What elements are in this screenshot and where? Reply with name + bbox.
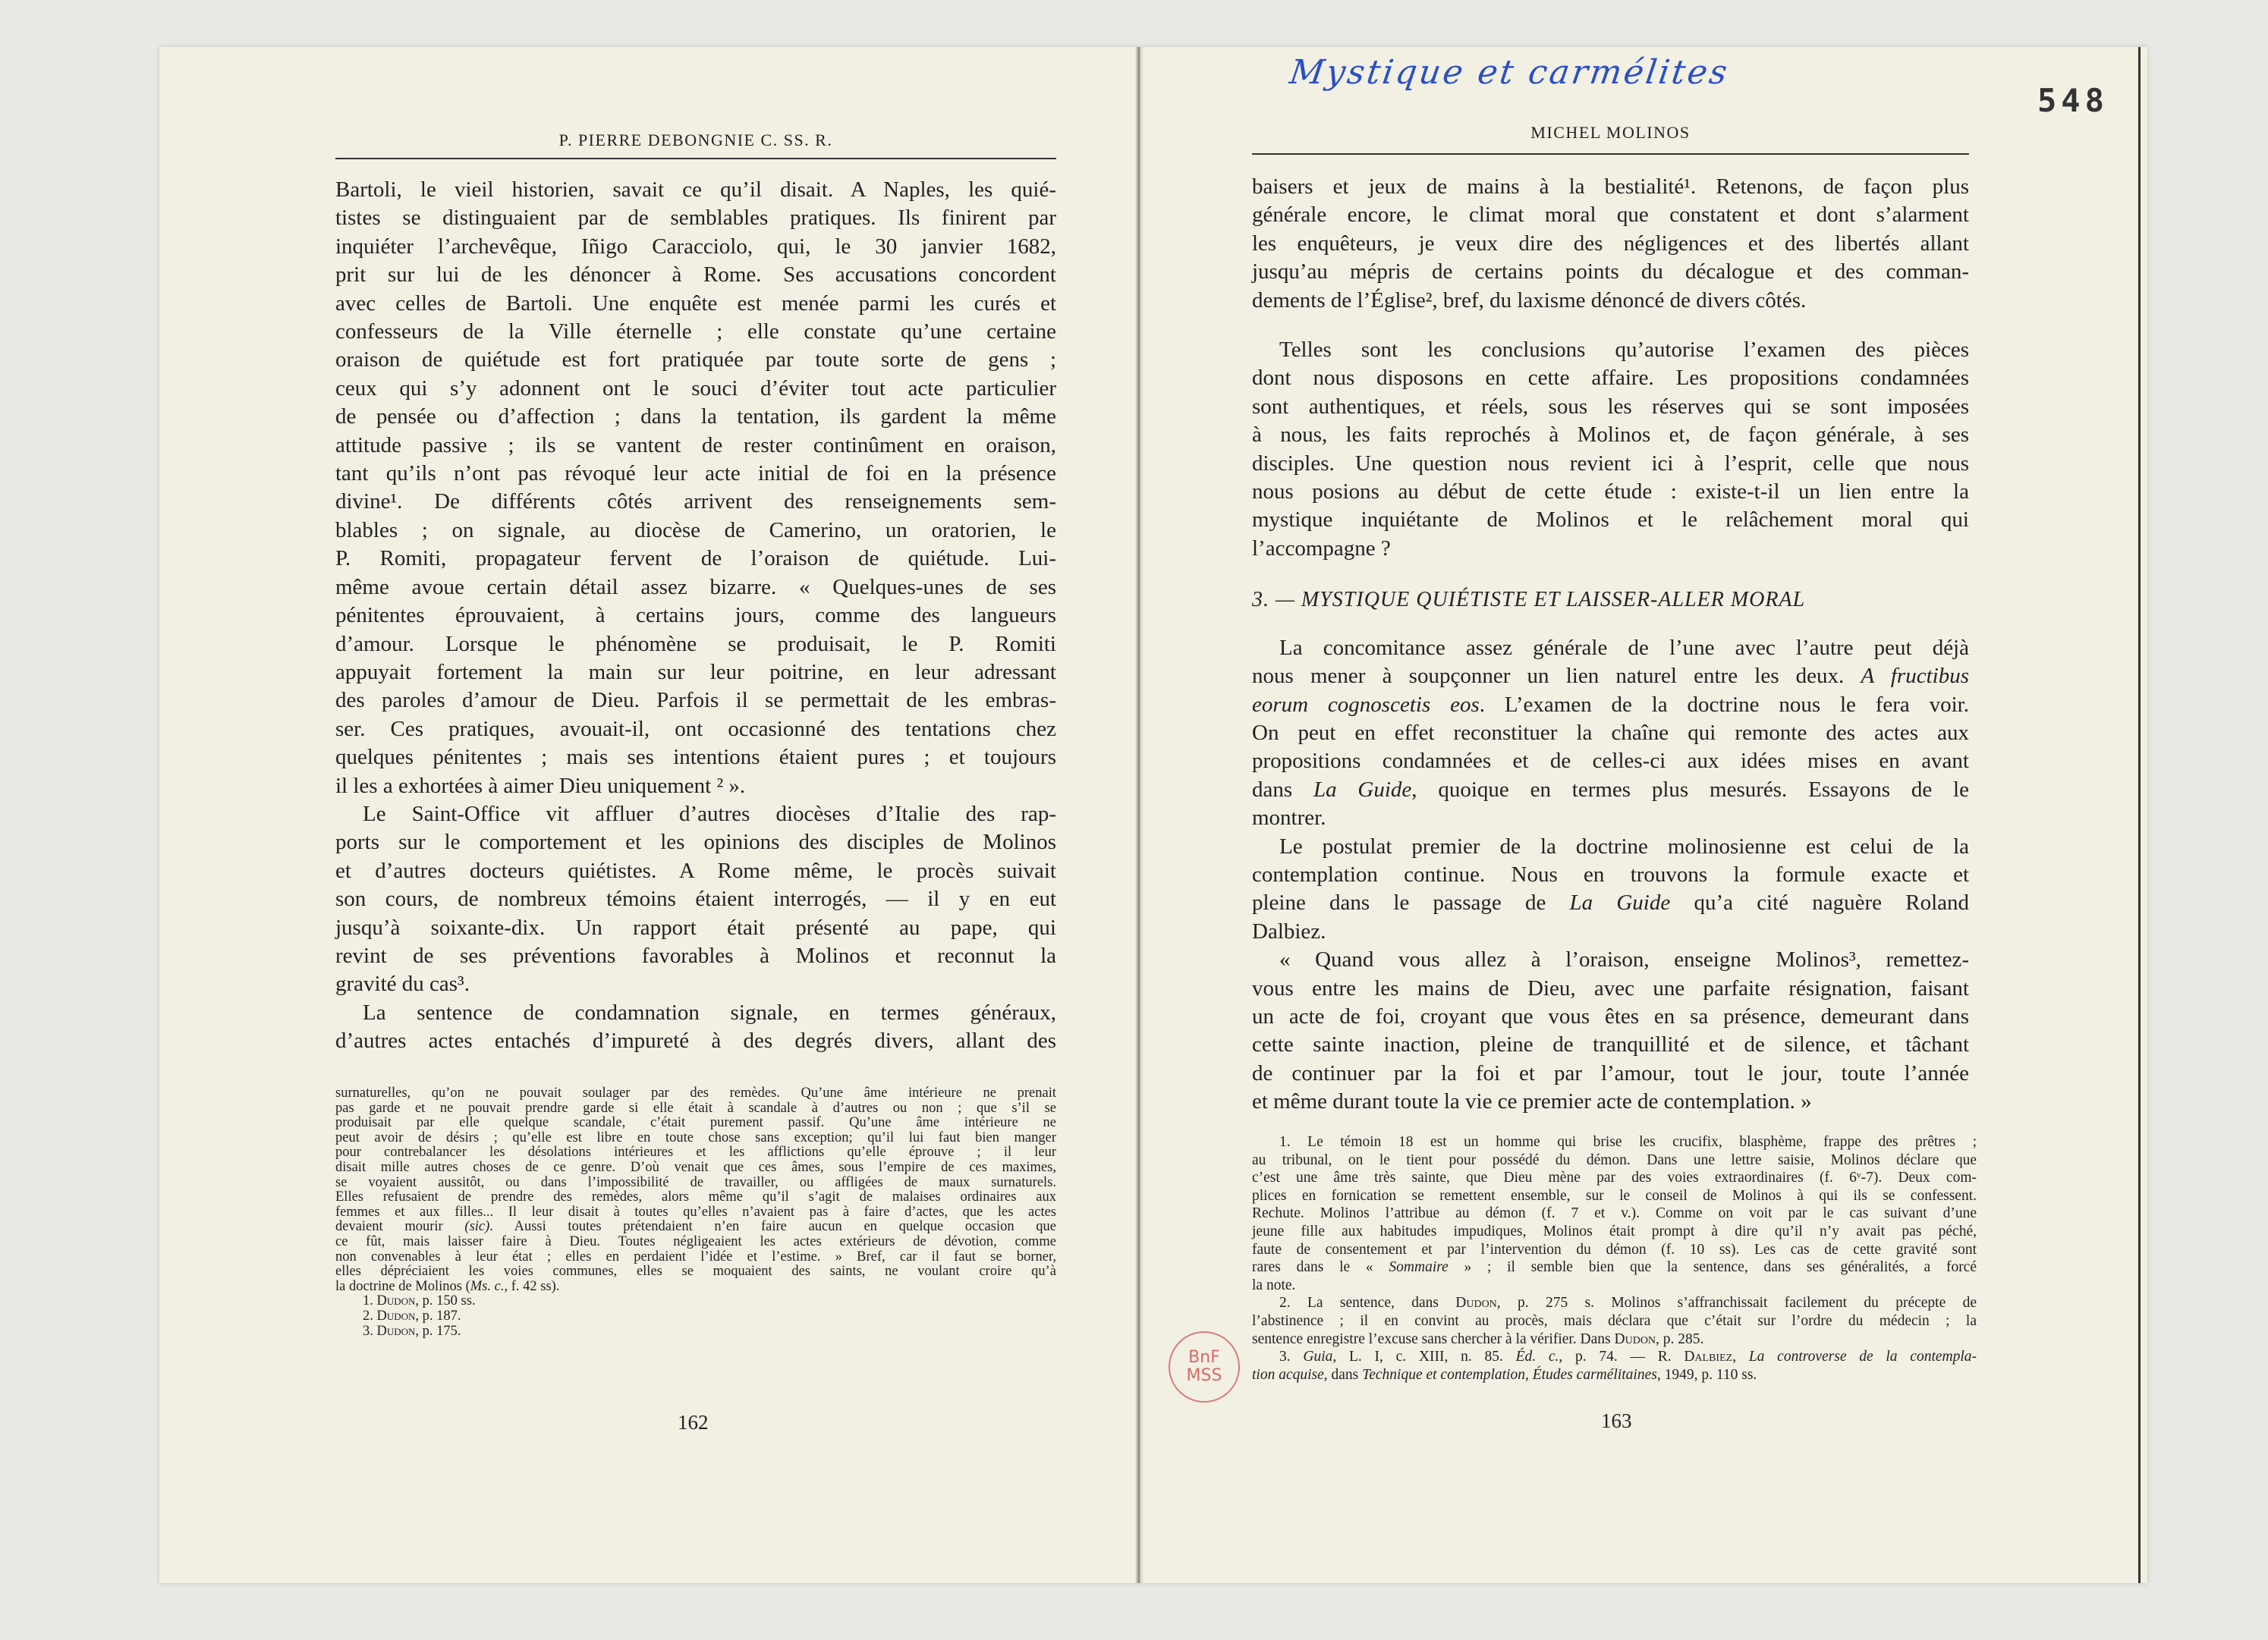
text-line: au tribunal, on le tient pour possédé du démon. Dans une lettre saisie, Molinos déclare que <box>1252 1151 1977 1168</box>
text-line: elles dépréciaient les voies communes, elles se moquaient des saints, ne voulant croire qu’à <box>335 1264 1056 1280</box>
text-line: appuyait fortement la main sur leur poitrine, en leur adressant <box>335 659 1056 684</box>
text-line: La sentence de condamnation signale, en termes généraux, <box>363 1000 1056 1025</box>
right-running-head: MICHEL MOLINOS <box>1530 123 1691 142</box>
text-line: femmes et aux filles... Il leur disait à toutes qu’elles n’avaient pas à faire d’actes, que les actes <box>335 1204 1056 1220</box>
italic-text: La Guide <box>1569 891 1671 916</box>
text-line: blables ; on signale, au diocèse de Camerino, un oratorien, le <box>335 517 1056 542</box>
text-line: Bartoli, le vieil historien, savait ce qu’il disait. A Naples, les quié- <box>335 178 1056 202</box>
small-caps-name: Dalbiez <box>1684 1349 1733 1365</box>
italic-text: Technique et contemplation, Études carmélitaines <box>1362 1366 1657 1383</box>
text-line: attitude passive ; ils se vantent de rester continûment en oraison, <box>335 432 1056 457</box>
text-line: de continuer par la foi et par l’amour, tout le jour, toute l’année <box>1252 1060 1969 1085</box>
text-line: produisait par elle quelque scandale, c’était purement passif. Qu’une âme intérieure ne <box>335 1115 1056 1131</box>
text-line: dont nous disposons en cette affaire. Les propositions condamnées <box>1252 366 1969 391</box>
text-line: tistes se distinguaient par de semblables pratiques. Ils finirent par <box>335 206 1056 231</box>
text-line: Le postulat premier de la doctrine molinosienne est celui de la <box>1279 834 1969 859</box>
text-line: les enquêteurs, je veux dire des négligences et des libertés allant <box>1252 231 1969 256</box>
text-line: P. Romiti, propagateur fervent de l’oraison de quiétude. Lui- <box>335 546 1056 571</box>
text-line: devaient mourir (sic). Aussi toutes prétendaient n’en faire aucun en quelque occasion que <box>335 1219 1056 1235</box>
text-line: jusqu’au mépris de certains points du décalogue et des comman- <box>1252 259 1969 284</box>
footnote <box>335 1294 1056 1309</box>
footnote <box>335 1086 1056 1294</box>
book-gutter-fold <box>1135 47 1144 1583</box>
text-line: On peut en effet reconstituer la chaîne qui remonte des actes aux <box>1252 720 1969 745</box>
right-page-footnotes <box>1252 1133 1977 1384</box>
italic-text: La controverse de la contempla- <box>1748 1349 1977 1365</box>
section-heading: 3. — MYSTIQUE QUIÉTISTE ET LAISSER-ALLER MORAL <box>1252 588 1806 612</box>
text-line: de pensée ou d’affection ; dans la tentation, ils gardent la même <box>335 404 1056 429</box>
italic-text: Sommaire <box>1389 1259 1449 1276</box>
page-edge-line <box>2138 47 2141 1583</box>
text-line: propositions condamnées et de celles-ci aux idées mises en avant <box>1252 749 1969 774</box>
text-line: gravité du cas³. <box>335 972 470 997</box>
text-line: ser. Ces pratiques, avouait-il, ont occasionné des tentations chez <box>335 716 1056 741</box>
text-line: confesseurs de la Ville éternelle ; elle constate qu’une certaine <box>335 319 1056 344</box>
text-line: prit sur lui de les dénoncer à Rome. Ses accusations concordent <box>335 262 1056 287</box>
italic-text: tion acquise <box>1252 1366 1324 1383</box>
small-caps-name: Dudon <box>376 1293 416 1309</box>
footnote <box>335 1324 1056 1340</box>
text-line: son cours, de nombreux témoins étaient interrogés, — il y en eut <box>335 887 1056 912</box>
italic-text: A fructibus <box>1861 664 1969 689</box>
text-line: d’amour. Lorsque le phénomène se produisait, le P. Romiti <box>335 631 1056 656</box>
text-line: pleine dans le passage de La Guide qu’a cité naguère Roland <box>1252 891 1969 916</box>
text-line: jeune fille aux habitudes impudiques, Molinos était prompt à dire qu’il n’y avait pas péché, <box>1252 1223 1977 1239</box>
text-line: jusqu’à soixante-dix. Un rapport était présenté au pape, qui <box>335 915 1056 940</box>
text-line: Le Saint-Office vit affluer d’autres diocèses d’Italie des rap- <box>363 801 1056 826</box>
text-line: Elles refusaient de prendre des remèdes, alors même qu’il s’agit de malaises ordinaires aux <box>335 1189 1056 1205</box>
paragraph <box>1252 833 1969 947</box>
text-line: disait mille autres choses de ce genre. D’où venait que ces âmes, sous l’empire de ces maximes, <box>335 1159 1056 1175</box>
text-line: Rechute. Molinos l’attribue au démon (f. 7 et v.). Comme on voit par le cas suivant d’une <box>1252 1205 1977 1222</box>
text-line: divine¹. De différents côtés arrivent des renseignements sem- <box>335 489 1056 514</box>
footnote <box>1252 1133 1977 1294</box>
paragraph <box>1252 634 1969 833</box>
text-line: nous posions au début de cette étude : existe-t-il un lien entre la <box>1252 479 1969 504</box>
footnote <box>1252 1348 1977 1384</box>
text-line: générale encore, le climat moral que constatent et dont s’alarment <box>1252 203 1969 228</box>
paragraph <box>335 176 1056 800</box>
paragraph <box>335 800 1056 999</box>
text-line: quelques pénitentes ; mais ses intentions étaient pures ; et toujours <box>335 745 1056 770</box>
text-line: rares dans le « Sommaire » ; il semble bien que la sentence, dans ses généralités, a forcé <box>1252 1259 1977 1276</box>
text-line: plices en fornication se remettent ensemble, sur le conseil de Molinos à qui ils se confessent. <box>1252 1187 1977 1204</box>
text-line: contemplation continue. Nous en trouvons la formule exacte et <box>1252 862 1969 887</box>
left-page-body <box>335 176 1056 1056</box>
text-line: sentence enregistre l’excuse sans chercher à la vérifier. Dans Dudon, p. 285. <box>1252 1331 1704 1347</box>
footnote <box>335 1309 1056 1324</box>
text-line: la doctrine de Molinos (Ms. c., f. 42 ss). <box>335 1278 560 1294</box>
text-line: oraison de quiétude est fort pratiquée par toute sorte de gens ; <box>335 347 1056 372</box>
text-line: dements de l’Église², bref, du laxisme dénoncé de divers côtés. <box>1252 287 1807 313</box>
text-line: l’accompagne ? <box>1252 536 1391 561</box>
text-line: même avoue certain détail assez bizarre. « Quelques-unes de ses <box>335 574 1056 599</box>
italic-text: Guia <box>1303 1349 1333 1365</box>
text-line: ceux qui s’y adonnent ont le souci d’éviter tout acte particulier <box>335 375 1056 401</box>
text-line: inquiéter l’archevêque, Iñigo Caracciolo, qui, le 30 janvier 1682, <box>335 234 1056 259</box>
left-header-rule <box>335 158 1056 159</box>
stamp-line-1: BnF <box>1188 1348 1220 1367</box>
small-caps-name: Dudon <box>376 1323 416 1339</box>
bnf-mss-stamp <box>1169 1331 1240 1403</box>
text-line: la note. <box>1252 1277 1296 1293</box>
text-line: sont authentiques, et réels, sous les réserves qui se sont imposées <box>1252 394 1969 419</box>
text-line: 3. Dudon, p. 175. <box>363 1323 461 1339</box>
text-line: ports sur le comportement et les opinions des disciples de Molinos <box>335 830 1056 855</box>
right-page-number: 163 <box>1601 1409 1632 1432</box>
text-line: Dalbiez. <box>1252 919 1326 944</box>
text-line: 2. Dudon, p. 187. <box>363 1308 461 1324</box>
text-line: surnaturelles, qu’on ne pouvait soulager par des remèdes. Qu’une âme intérieure ne prenait <box>335 1085 1056 1101</box>
italic-text: (sic) <box>464 1219 490 1235</box>
left-page-footnotes <box>335 1086 1056 1339</box>
text-line: un acte de foi, croyant que vous êtes en sa présence, demeurant dans <box>1252 1004 1969 1029</box>
text-line: pas garde et ne pouvait prendre garde si elle était à scandale à d’autres ou non ; que s’il se <box>335 1100 1056 1116</box>
right-header-rule <box>1252 153 1969 155</box>
text-line: 1. Dudon, p. 150 ss. <box>363 1293 476 1309</box>
text-line: à nous, les faits reprochés à Molinos et, de façon générale, à ses <box>1252 423 1969 448</box>
text-line: l’abstinence ; il en convint au procès, mais déclara que c’était sur l’ordre du médecin ; la <box>1252 1312 1977 1329</box>
text-line: montrer. <box>1252 806 1326 831</box>
paragraph <box>1252 336 1969 563</box>
text-line: vous entre les mains de Dieu, avec une parfaite résignation, faisant <box>1252 976 1969 1001</box>
text-line: des paroles d’amour de Dieu. Parfois il se permettait de les embras- <box>335 688 1056 713</box>
italic-text: La Guide <box>1313 777 1412 802</box>
text-line: faute de consentement et par l’intervention du démon (f. 10 ss). Les cas de cette gravité sont <box>1252 1241 1977 1258</box>
text-line: « Quand vous allez à l’oraison, enseigne Molinos³, remettez- <box>1279 947 1969 972</box>
text-line: non convenables à leur état ; elles en perdaient l’idée et l’estime. » Bref, car il faut se borner, <box>335 1249 1056 1265</box>
text-line: 3. Guia, L. I, c. XIII, n. 85. Éd. c., p. 74. — R. Dalbiez, La controverse de la contempla- <box>1279 1349 1977 1365</box>
text-line: eorum cognoscetis eos. L’examen de la doctrine nous le fera voir. <box>1252 692 1969 717</box>
text-line: pour contrebalancer les désolations intérieures et les afflictions qu’elle éprouve ; il leur <box>335 1145 1056 1161</box>
text-line: baisers et jeux de mains à la bestialité¹. Retenons, de façon plus <box>1252 174 1969 199</box>
footnote <box>1252 1294 1977 1348</box>
text-line: tant qu’ils n’ont pas révoqué leur acte initial de foi en la présence <box>335 461 1056 486</box>
text-line: dans La Guide, quoique en termes plus mesurés. Essayons de le <box>1252 777 1969 802</box>
text-line: d’autres actes entachés d’impureté à des degrés divers, allant des <box>335 1029 1056 1054</box>
text-line: peut avoir de désirs ; qu’elle est libre en toute chose sans exception; qu’il lui faut bien manger <box>335 1129 1056 1145</box>
small-caps-name: Dudon <box>376 1308 416 1324</box>
text-line: et d’autres docteurs quiétistes. A Rome même, le procès suivait <box>335 858 1056 883</box>
text-line: 1. Le témoin 18 est un homme qui brise les crucifix, blasphème, frappe des prêtres ; <box>1279 1134 1977 1150</box>
text-line: revint de ses préventions favorables à Molinos et reconnut la <box>335 943 1056 968</box>
stamp-line-2: MSS <box>1186 1366 1222 1385</box>
paragraph <box>1252 173 1969 315</box>
text-line: et même durant toute la vie ce premier acte de contemplation. » <box>1252 1089 1812 1114</box>
italic-text: Éd. c. <box>1515 1349 1559 1365</box>
text-line: ce fût, mais laisser faire à Dieu. Toutes négligeaient les actes extérieurs de dévotion, comme <box>335 1233 1056 1249</box>
text-line: disciples. Une question nous revient ici à l’esprit, celle que nous <box>1252 451 1969 476</box>
small-caps-name: Dudon <box>1455 1295 1497 1312</box>
left-running-head: P. PIERRE DEBONGNIE C. SS. R. <box>558 130 833 149</box>
text-line: nous mener à soupçonner un lien naturel entre les deux. A fructibus <box>1252 664 1969 689</box>
text-line: pénitentes éprouvaient, à certains jours, comme des langueurs <box>335 603 1056 628</box>
text-line: Telles sont les conclusions qu’autorise l’examen des pièces <box>1279 338 1969 363</box>
italic-text: Ms. c. <box>470 1278 505 1294</box>
text-line: avec celles de Bartoli. Une enquête est menée parmi les curés et <box>335 291 1056 316</box>
text-line: c’est une âme très sainte, que Dieu mène par des voies extraordinaires (f. 6ᵛ-7). Deux com- <box>1252 1170 1977 1186</box>
paragraph <box>335 999 1056 1056</box>
folio-number: 548 <box>2037 82 2109 119</box>
text-line: mystique inquiétante de Molinos et le relâchement moral qui <box>1252 507 1969 533</box>
left-page-number: 162 <box>678 1411 709 1434</box>
text-line: se voyaient aussitôt, ou dans l’impossibilité de travailler, ou affligées de maux surnaturels. <box>335 1174 1056 1190</box>
italic-text: eorum cognoscetis eos <box>1252 692 1480 717</box>
text-line: tion acquise, dans Technique et contemplation, Études carmélitaines, 1949, p. 110 ss. <box>1252 1366 1757 1383</box>
text-line: cette sainte inaction, pleine de tranquillité et de silence, et tâchant <box>1252 1032 1969 1057</box>
handwritten-annotation: Mystique et carmélites <box>1287 53 1732 92</box>
text-line: La concomitance assez générale de l’une avec l’autre peut déjà <box>1279 635 1969 660</box>
right-page-body <box>1252 173 1969 1117</box>
text-line: il les a exhortées à aimer Dieu uniquement ² ». <box>335 773 746 798</box>
paragraph <box>1252 946 1969 1116</box>
small-caps-name: Dudon <box>1614 1331 1656 1347</box>
text-line: 2. La sentence, dans Dudon, p. 275 s. Molinos s’affranchissait facilement du précepte de <box>1279 1295 1977 1312</box>
